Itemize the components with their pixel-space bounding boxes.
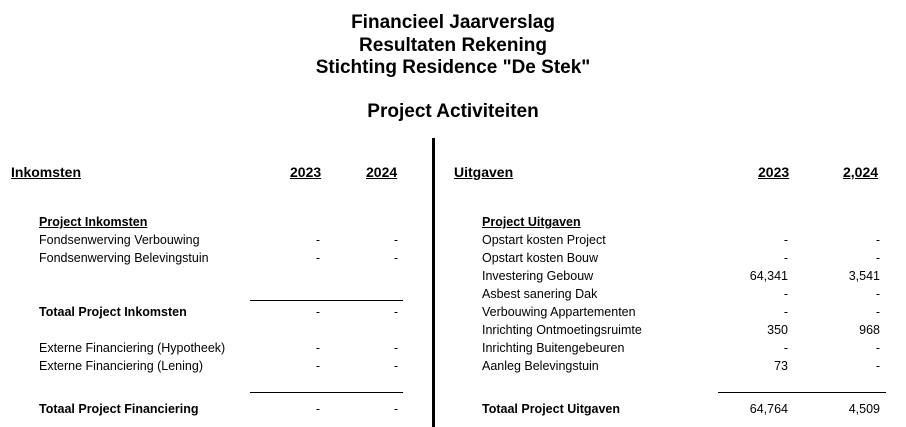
income-total-2023: - <box>315 305 320 319</box>
expense-row-label: Asbest sanering Dak <box>482 287 598 301</box>
expense-row-label: Inrichting Ontmoetingsruimte <box>482 323 642 337</box>
expense-row-2024: 3,541 <box>848 269 880 283</box>
income-total-label: Totaal Project Inkomsten <box>39 305 187 319</box>
income-row-label: Fondsenwerving Belevingstuin <box>39 251 209 265</box>
expense-row-label: Investering Gebouw <box>482 269 594 283</box>
expense-row-2024: - <box>875 287 880 301</box>
expenses-total-2023: 64,764 <box>749 402 788 416</box>
income-col-2023: 2023 <box>290 164 322 180</box>
financing-total-label: Totaal Project Financiering <box>39 402 199 416</box>
expenses-section-title: Project Uitgaven <box>482 215 581 229</box>
expense-row-2024: 968 <box>859 323 880 337</box>
financing-total-2023: - <box>315 402 320 416</box>
income-section-title: Project Inkomsten <box>39 215 148 229</box>
expense-row-label: Inrichting Buitengebeuren <box>482 341 625 355</box>
report-subtitle: Resultaten Rekening <box>359 35 547 56</box>
financing-row-2024: - <box>393 341 398 355</box>
expenses-col-2023: 2023 <box>758 164 790 180</box>
income-row-2023: - <box>315 251 320 265</box>
expense-row-2023: - <box>783 341 788 355</box>
financing-total-rule <box>250 392 403 393</box>
financing-total-2024: - <box>393 402 398 416</box>
income-row-label: Fondsenwerving Verbouwing <box>39 233 200 247</box>
expenses-total-rule <box>718 392 886 393</box>
income-row-2024: - <box>393 233 398 247</box>
expense-row-2023: - <box>783 305 788 319</box>
financing-row-2023: - <box>315 359 320 373</box>
expense-row-2023: - <box>783 251 788 265</box>
expense-row-label: Aanleg Belevingstuin <box>482 359 599 373</box>
expense-row-2023: 73 <box>774 359 788 373</box>
income-col-2024: 2024 <box>366 164 398 180</box>
expenses-header: Uitgaven <box>454 164 514 180</box>
expense-row-2024: - <box>875 251 880 265</box>
organization-name: Stichting Residence "De Stek" <box>315 57 591 78</box>
expenses-total-2024: 4,509 <box>848 402 880 416</box>
expense-row-2023: 64,341 <box>749 269 788 283</box>
expense-row-2024: - <box>875 305 880 319</box>
expense-row-label: Opstart kosten Project <box>482 233 606 247</box>
report-title: Financieel Jaarverslag <box>351 12 555 33</box>
expense-row-2024: - <box>875 233 880 247</box>
column-divider <box>432 138 435 427</box>
income-row-2024: - <box>393 251 398 265</box>
expense-row-label: Verbouwing Appartementen <box>482 305 636 319</box>
expense-row-label: Opstart kosten Bouw <box>482 251 599 265</box>
income-header: Inkomsten <box>11 164 82 180</box>
income-row-2023: - <box>315 233 320 247</box>
financing-row-2024: - <box>393 359 398 373</box>
income-total-rule <box>250 300 403 301</box>
expense-row-2023: 350 <box>767 323 788 337</box>
income-total-2024: - <box>393 305 398 319</box>
expense-row-2024: - <box>875 359 880 373</box>
financing-row-label: Externe Financiering (Lening) <box>39 359 203 373</box>
expense-row-2023: - <box>783 233 788 247</box>
expense-row-2023: - <box>783 287 788 301</box>
financing-row-2023: - <box>315 341 320 355</box>
expense-row-2024: - <box>875 341 880 355</box>
section-title: Project Activiteiten <box>367 101 539 122</box>
expenses-col-2024: 2,024 <box>843 164 879 180</box>
financing-row-label: Externe Financiering (Hypotheek) <box>39 341 226 355</box>
expenses-total-label: Totaal Project Uitgaven <box>482 402 620 416</box>
